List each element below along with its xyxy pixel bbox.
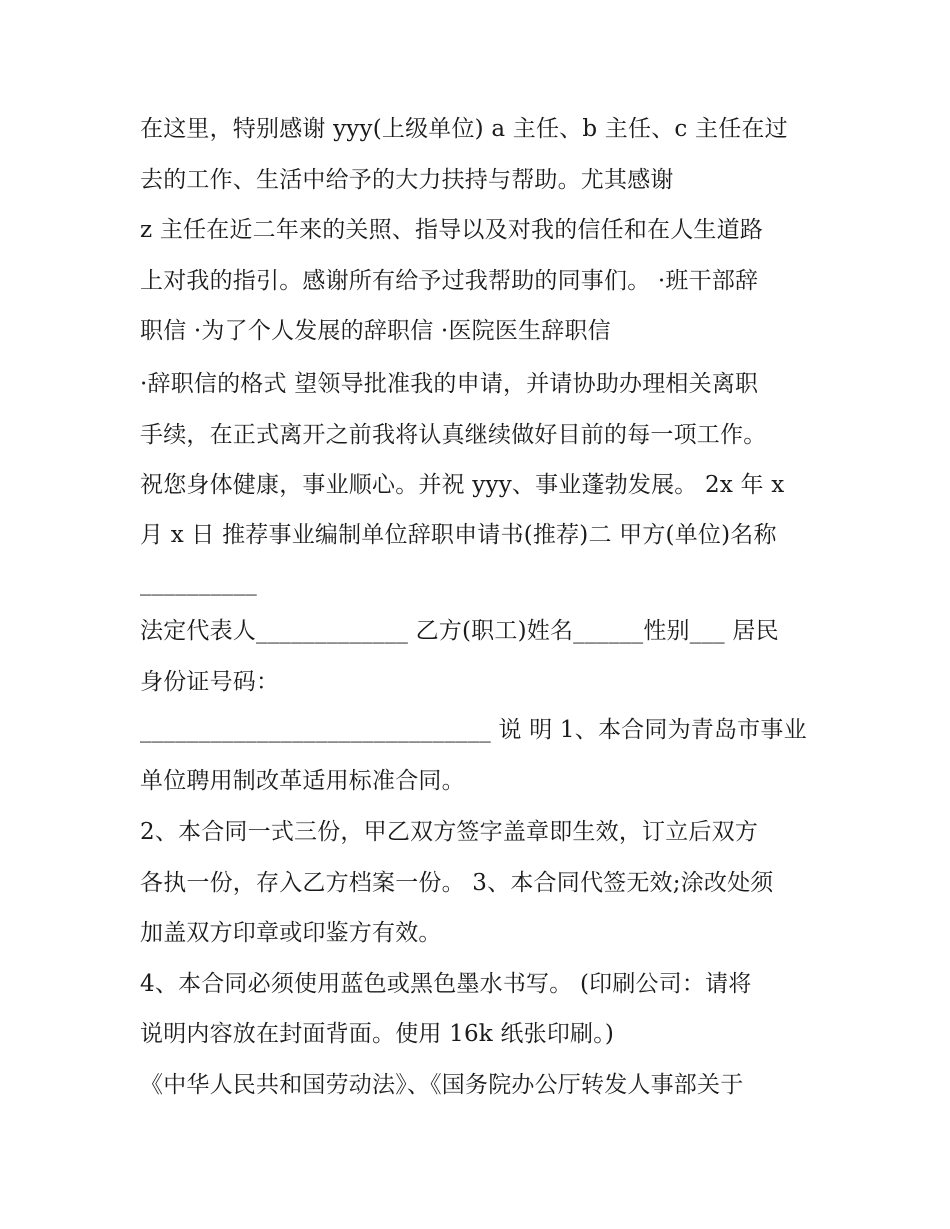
- text-line: 各执一份，存入乙方档案一份。 3、本合同代签无效;涂改处须: [140, 870, 774, 896]
- text-line: 月 x 日 推荐事业编制单位辞职申请书(推荐)二 甲方(单位)名称: [140, 522, 777, 548]
- blank-line: __________: [140, 570, 257, 596]
- text-line: 法定代表人_____________ 乙方(职工)姓名______性别___ 居民: [140, 618, 779, 644]
- text-line: 手续，在正式离开之前我将认真继续做好目前的每一项工作。: [140, 422, 767, 448]
- text-line: 单位聘用制改革适用标准合同。: [140, 768, 465, 794]
- text-line: 身份证号码：: [140, 669, 280, 695]
- text-line: 《中华人民共和国劳动法》、《国务院办公厅转发人事部关于: [140, 1072, 744, 1098]
- text-line: 加盖双方印章或印鉴方有效。: [140, 920, 442, 946]
- text-line: 在这里，特别感谢 yyy(上级单位) a 主任、b 主任、c 主任在过: [140, 116, 788, 142]
- text-line: 职信 ·为了个人发展的辞职信 ·医院医生辞职信: [140, 318, 611, 344]
- text-line: 说明内容放在封面背面。使用 16k 纸张印刷。): [140, 1021, 615, 1047]
- text-line: 4、本合同必须使用蓝色或黑色墨水书写。 (印刷公司：请将: [140, 971, 752, 997]
- text-line: z 主任在近二年来的关照、指导以及对我的信任和在人生道路: [140, 217, 764, 243]
- text-line: 上对我的指引。感谢所有给予过我帮助的同事们。 ·班干部辞: [140, 268, 759, 294]
- text-line: 2、本合同一式三份，甲乙双方签字盖章即生效，订立后双方: [140, 819, 759, 845]
- text-line: 祝您身体健康，事业顺心。并祝 yyy、事业蓬勃发展。 2x 年 x: [140, 472, 785, 498]
- text-line: 去的工作、生活中给予的大力扶持与帮助。尤其感谢: [140, 167, 674, 193]
- text-line: ·辞职信的格式 望领导批准我的申请，并请协助办理相关离职: [140, 371, 759, 397]
- text-line: ______________________________ 说 明 1、本合同为青岛市事业: [140, 717, 807, 743]
